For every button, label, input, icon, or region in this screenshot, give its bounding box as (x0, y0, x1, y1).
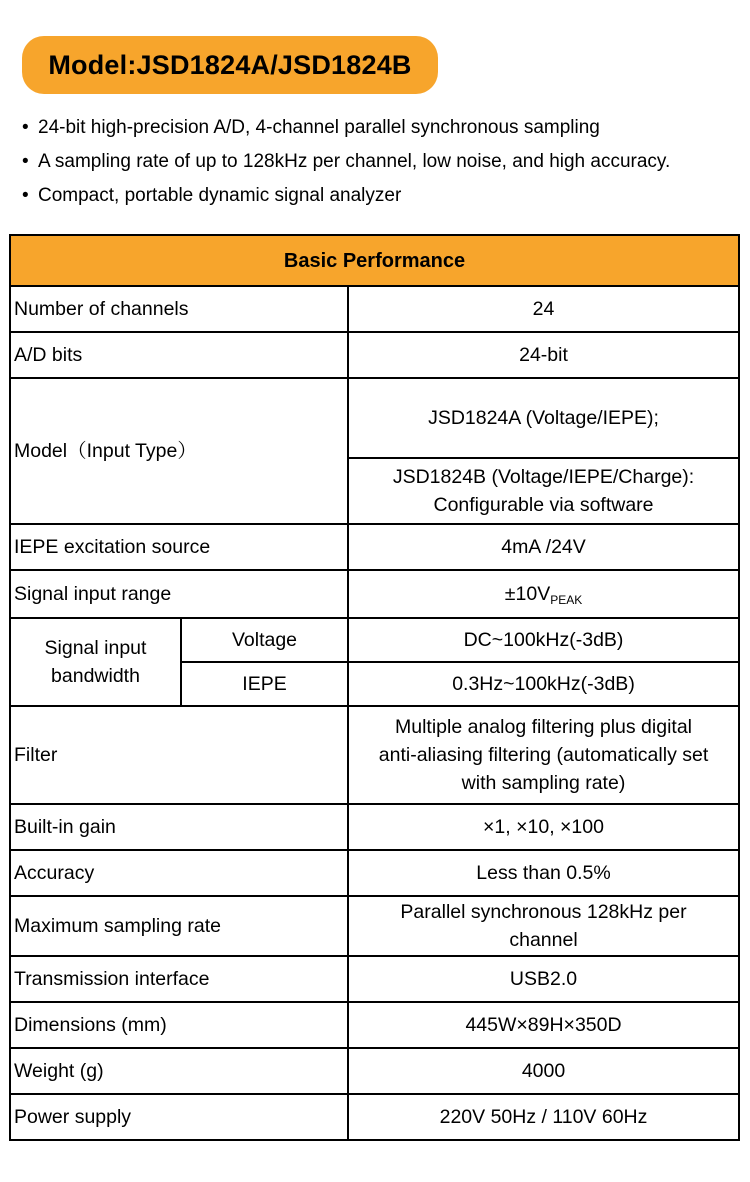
row-sublabel: Voltage (181, 618, 348, 662)
table-row (10, 956, 739, 1002)
table-row (10, 570, 739, 618)
bullet-icon: • (22, 117, 29, 138)
table-row (10, 896, 739, 956)
row-sublabel: IEPE (181, 662, 348, 706)
bullet-icon: • (22, 185, 29, 206)
table-row (10, 332, 739, 378)
row-label: A/D bits (10, 332, 348, 378)
row-label: Accuracy (10, 850, 348, 896)
row-value: 4000 (348, 1048, 739, 1094)
row-label: Number of channels (10, 286, 348, 332)
table-row (10, 618, 739, 662)
bullet-icon: • (22, 151, 29, 172)
row-value: USB2.0 (348, 956, 739, 1002)
model-title-badge (22, 36, 438, 94)
table-row (10, 1002, 739, 1048)
table-row (10, 804, 739, 850)
table-row (10, 850, 739, 896)
table-header-row (10, 235, 739, 286)
row-value: 220V 50Hz / 110V 60Hz (348, 1094, 739, 1140)
table-header: Basic Performance (10, 235, 739, 286)
row-value: Less than 0.5% (348, 850, 739, 896)
table-row (10, 524, 739, 570)
row-value: DC~100kHz(-3dB) (348, 618, 739, 662)
row-label: Filter (10, 706, 348, 804)
feature-item: • Compact, portable dynamic signal analyzer (22, 179, 742, 213)
row-value: 4mA /24V (348, 524, 739, 570)
row-value: 24 (348, 286, 739, 332)
row-value: 24-bit (348, 332, 739, 378)
model-title: Model:JSD1824A/JSD1824B (48, 49, 412, 80)
row-label: Built-in gain (10, 804, 348, 850)
row-value: 0.3Hz~100kHz(-3dB) (348, 662, 739, 706)
feature-item: • A sampling rate of up to 128kHz per channel, low noise, and high accuracy. (22, 145, 742, 179)
feature-list (22, 111, 742, 213)
row-label: Weight (g) (10, 1048, 348, 1094)
row-value: ×1, ×10, ×100 (348, 804, 739, 850)
row-label: Transmission interface (10, 956, 348, 1002)
row-value: $\pm 10V_{PEAK}$ (348, 570, 739, 618)
table-row (10, 1048, 739, 1094)
row-value: 445W×89H×350D (348, 1002, 739, 1048)
table-row (10, 286, 739, 332)
table-row (10, 378, 739, 458)
spec-table (9, 234, 740, 1141)
table-row (10, 706, 739, 804)
row-label: Signal input range (10, 570, 348, 618)
row-label: Signal input bandwidth (10, 618, 181, 706)
row-label: Dimensions (mm) (10, 1002, 348, 1048)
row-label: IEPE excitation source (10, 524, 348, 570)
table-row (10, 1094, 739, 1140)
row-label: Model（Input Type） (10, 378, 348, 524)
row-value: Multiple analog filtering plus digital anti-aliasing filtering (automatically set with sampling rate) (348, 706, 739, 804)
row-value: JSD1824A (Voltage/IEPE); (348, 378, 739, 458)
row-label: Maximum sampling rate (10, 896, 348, 956)
row-value: JSD1824B (Voltage/IEPE/Charge): Configurable via software (348, 458, 739, 524)
row-label: Power supply (10, 1094, 348, 1140)
feature-item: • 24-bit high-precision A/D, 4-channel parallel synchronous sampling (22, 111, 742, 145)
row-value: Parallel synchronous 128kHz per channel (348, 896, 739, 956)
